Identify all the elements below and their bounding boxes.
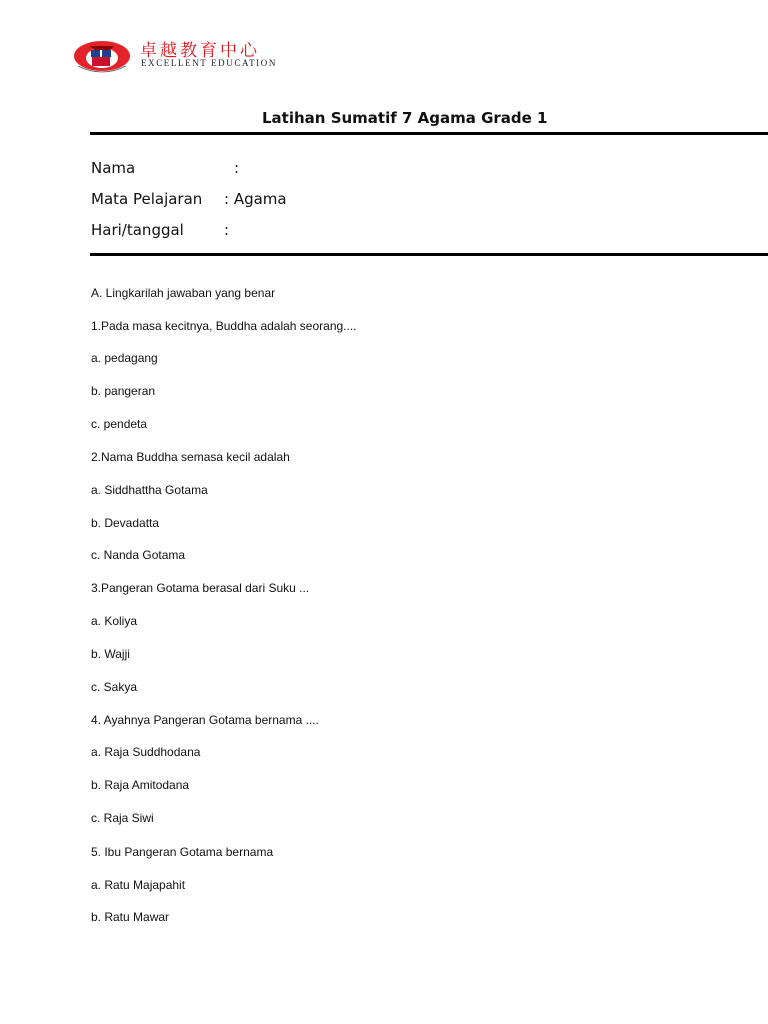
instruction-line: A. Lingkarilah jawaban yang benar [91, 286, 276, 300]
option-line: a. Raja Suddhodana [91, 745, 201, 759]
option-line: a. Koliya [91, 614, 138, 628]
question-4: 4. Ayahnya Pangeran Gotama bernama .... [91, 713, 319, 727]
option-line: b. Wajji [91, 647, 130, 661]
bottom-divider [90, 253, 768, 256]
option-line: a. pedagang [91, 351, 158, 365]
option-line: c. Sakya [91, 680, 138, 694]
school-emblem-icon [74, 38, 134, 74]
nama-value: : [234, 159, 240, 177]
option-line: a. Ratu Majapahit [91, 878, 186, 892]
top-divider [90, 132, 768, 135]
question-5: 5. Ibu Pangeran Gotama bernama [91, 845, 274, 859]
question-1: 1.Pada masa kecitnya, Buddha adalah seorang.... [91, 319, 357, 333]
option-line: c. pendeta [91, 417, 148, 431]
option-line: b. Raja Amitodana [91, 778, 190, 792]
nama-label: Nama [91, 159, 136, 177]
tanggal-value: : [224, 221, 230, 239]
logo-english-text: EXCELLENT EDUCATION [141, 58, 277, 68]
school-logo [74, 36, 304, 76]
option-line: b. pangeran [91, 384, 156, 398]
logo-chinese-text: 卓越教育中心 [140, 41, 260, 61]
option-line: a. Siddhattha Gotama [91, 483, 208, 497]
option-line: c. Nanda Gotama [91, 548, 186, 562]
mapel-row [91, 190, 287, 208]
tanggal-row [91, 221, 230, 239]
question-2: 2.Nama Buddha semasa kecil adalah [91, 450, 290, 464]
question-3: 3.Pangeran Gotama berasal dari Suku ... [91, 581, 310, 595]
nama-row [91, 159, 240, 177]
tanggal-label: Hari/tanggal [91, 221, 184, 239]
option-line: b. Ratu Mawar [91, 910, 170, 924]
option-line: c. Raja Siwi [91, 811, 154, 825]
mapel-value: : Agama [224, 190, 287, 208]
mapel-label: Mata Pelajaran [91, 190, 203, 208]
option-line: b. Devadatta [91, 516, 160, 530]
document-title: Latihan Sumatif 7 Agama Grade 1 [262, 109, 548, 127]
